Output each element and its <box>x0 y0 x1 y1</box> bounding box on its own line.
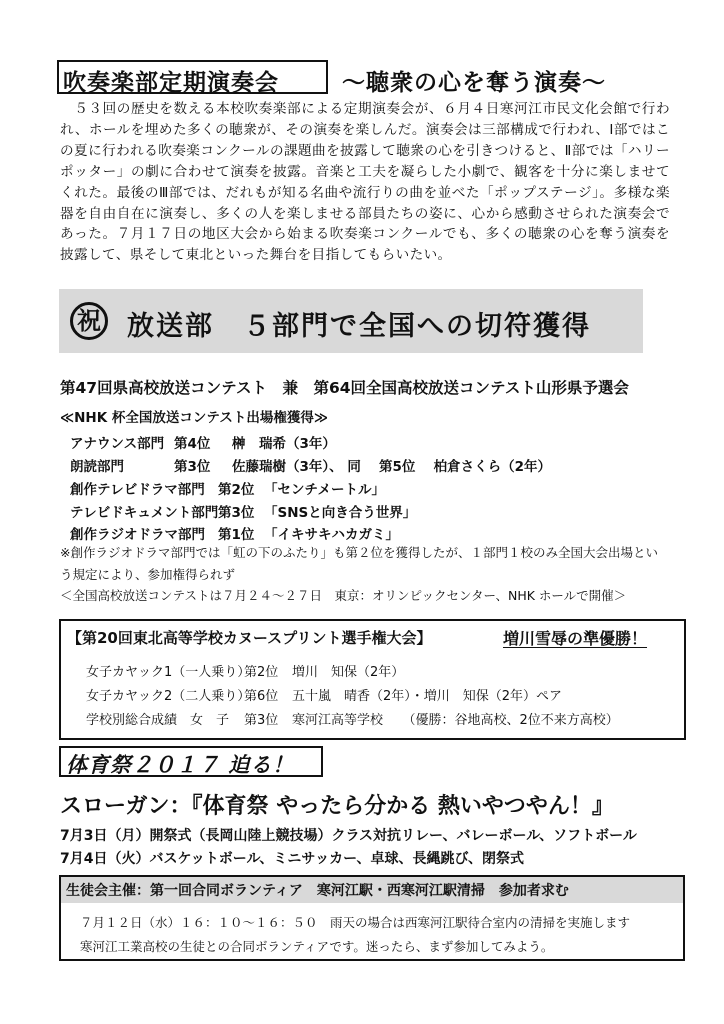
award-dept: 創作テレビドラマ部門 <box>70 482 205 498</box>
concert-title: 吹奏楽部定期演奏会 <box>63 70 279 96</box>
volunteer-schedule: ７月１２日（水）１６：１０～１６：５０ 雨天の場合は西寒河江駅待合室内の清掃を実施します <box>80 915 631 930</box>
award-place: 第2位 <box>218 482 255 498</box>
concert-body: ５３回の歴史を数える本校吹奏楽部による定期演奏会が、６月４日寒河江市民文化会館で行われ、ホールを埋めた多くの聴衆が、その演奏を楽しんだ。演奏会は三部構成で行われ、Ⅰ部ではこの夏に行われる吹奏楽コンクールの課題曲を披露して聴衆の心を引きつけると、Ⅱ部では「ハリーポッター」の劇に合わせて演奏を披露。音楽と工夫を凝らした小劇で、観客を十分に楽しませてくれた。最後のⅢ部では、だれもが知る名曲や流行りの曲を並べた「ポップステージ」。多様な楽器を自由自在に演奏し、多くの人を楽しませる部員たちの姿に、心から感動させられた演奏会であった。７月１７日の地区大会から始まる吹奏楽コンクールでも、多くの聴衆の心を奪う演奏を披露して、県そして東北といった舞台を目指してもらいたい。 <box>60 101 670 264</box>
volunteer-title: 生徒会主催：第一回合同ボランティア 寒河江駅・西寒河江駅清掃 参加者求む <box>66 883 569 899</box>
canoe-event: 学校別総合成績 女 子 <box>86 713 230 728</box>
sports-title: 体育祭２０１７ 迫る！ <box>66 753 295 777</box>
celebration-mark: 祝 <box>70 302 108 340</box>
award-dept: テレビドキュメント部門 <box>70 505 219 521</box>
canoe-place: 第3位 <box>244 713 279 728</box>
canoe-subtitle: 増川雪辱の準優勝！ <box>503 629 648 648</box>
nhk-heading: ≪NHK 杯全国放送コンテスト出場権獲得≫ <box>60 410 328 426</box>
award-place: 第3位 <box>218 505 255 521</box>
award-place: 第4位 <box>174 436 211 452</box>
sports-day1: 7月3日（月）開祭式（長岡山陸上競技場）クラス対抗リレー、バレーボール、ソフトボール <box>60 828 637 844</box>
volunteer-invitation: 寒河江工業高校の生徒との合同ボランティアです。迷ったら、まず参加してみよう。 <box>80 939 554 954</box>
award-name: 榊 瑞希（3年） <box>232 436 336 452</box>
canoe-event: 女子カヤック1（一人乗り） <box>86 665 251 680</box>
canoe-result: 寒河江高等学校 （優勝：谷地高校、2位不来方高校） <box>292 713 619 728</box>
award-name: 佐藤瑞樹（3年）、 同 第5位 柏倉さくら（2年） <box>232 459 552 475</box>
broadcast-contest: 第47回県高校放送コンテスト 兼 第64回全国高校放送コンテスト山形県予選会 <box>60 379 629 397</box>
sports-day2: 7月4日（火）バスケットボール、ミニサッカー、卓球、長縄跳び、閉祭式 <box>60 851 524 867</box>
award-dept: 朗読部門 <box>70 459 124 475</box>
canoe-result: 五十嵐 晴香（2年）・増川 知保（2年）ペア <box>292 689 563 704</box>
canoe-result: 増川 知保（2年） <box>292 665 405 680</box>
broadcast-title: 放送部 ５部門で全国への切符獲得 <box>127 311 591 342</box>
award-place: 第1位 <box>218 527 255 543</box>
award-name: 「イキサキハカガミ」 <box>264 527 399 543</box>
sports-slogan: スローガン：『体育祭 やったら分かる 熱いやつやん！』 <box>60 794 614 819</box>
award-name: 「SNSと向き合う世界」 <box>264 505 417 521</box>
award-place: 第3位 <box>174 459 211 475</box>
canoe-title: 【第20回東北高等学校カヌースプリント選手権大会】 <box>67 629 432 647</box>
award-dept: 創作ラジオドラマ部門 <box>70 527 205 543</box>
concert-subtitle: ～聴衆の心を奪う演奏～ <box>342 70 606 96</box>
award-dept: アナウンス部門 <box>70 436 165 452</box>
canoe-event: 女子カヤック2（二人乗り） <box>86 689 251 704</box>
canoe-place: 第2位 <box>244 665 279 680</box>
broadcast-info: ＜全国高校放送コンテストは７月２４～２７日 東京：オリンピックセンター、NHK ホールで開催＞ <box>60 588 627 603</box>
canoe-place: 第6位 <box>244 689 279 704</box>
broadcast-note: ※創作ラジオドラマ部門では「虹の下のふたり」も第２位を獲得したが、１部門１校のみ全国大会出場という規定により、参加権得られず <box>60 545 658 582</box>
award-name: 「センチメートル」 <box>264 482 385 498</box>
